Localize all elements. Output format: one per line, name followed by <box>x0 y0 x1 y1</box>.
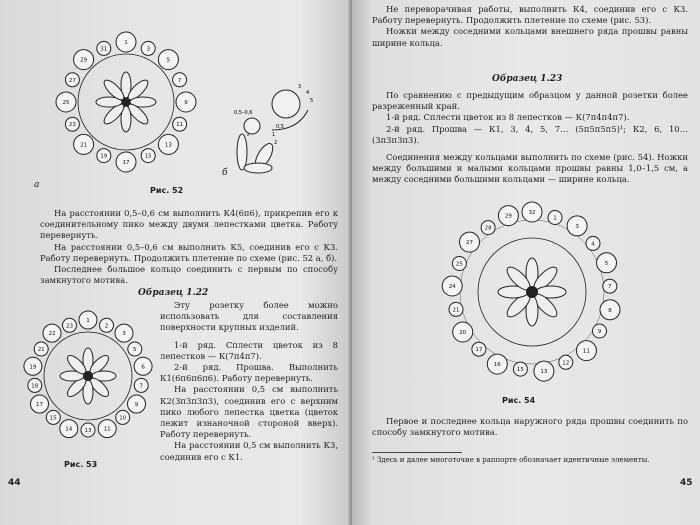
fig53-ring-number: 14 <box>65 426 73 433</box>
fig54-ring-number: 15 <box>516 367 524 374</box>
left-intro: Эту розетку более можно использовать для составления поверхности крупных изделий. <box>160 300 338 333</box>
fig53-ring-number: 10 <box>119 415 127 422</box>
fig54-ring-number: 4 <box>591 241 595 248</box>
right-top-1: Не переворачивая работы, выполнить К4, соединив его с К3. Работу перевернуть. Продолжить плетение по схеме (рис. 53). <box>372 4 688 26</box>
right-intro: По сравнению с предыдущим образцом у данной розетки более разреженный край. <box>372 90 688 112</box>
fig53-ring-number: 23 <box>66 323 73 330</box>
fig52-ring-number: 19 <box>100 153 108 160</box>
fig54-ring-number: 1 <box>553 215 557 222</box>
fig54-ring-number: 28 <box>484 225 492 232</box>
fig52b-num-4: 3 <box>298 84 302 90</box>
fig53-ring-number: 1 <box>86 318 90 324</box>
left-para-1: На расстоянии 0,5–0,6 см выполнить К4(6п6), прикрепив его к соединительному пико между двумя лепестками цветка. Работу перевернуть. <box>40 208 338 241</box>
figure-52a-rosette <box>50 28 210 178</box>
fig54-ring-number: 29 <box>504 213 512 220</box>
fig53-ring-number: 18 <box>31 383 39 390</box>
fig52-ring-number: 13 <box>164 142 172 149</box>
fig52-ring-number: 1 <box>124 40 128 46</box>
fig53-ring-number: 7 <box>139 383 143 390</box>
fig54-ring-number: 12 <box>562 360 570 367</box>
fig52-ring-number: 23 <box>68 122 76 129</box>
left-para-2: На расстоянии 0,5–0,6 см выполнить К5, соединив его с К3. Работу перевернуть. Продолжить плетение по схеме (рис. 52 а, б). <box>40 241 338 263</box>
footnote: ¹ Здесь и далее многоточие в раппорте обозначает идентичные элементы. <box>372 456 650 464</box>
fig52-ring-number: 3 <box>146 46 150 53</box>
left-row-2c: На расстоянии 0,5 см выполнить К3, соединив его с К1. <box>160 440 338 462</box>
fig53-ring-number: 11 <box>103 426 111 433</box>
right-top-2: Ножки между соседними кольцами внешнего ряда прошвы равны ширине кольца. <box>372 26 688 48</box>
fig54-ring-number: 3 <box>575 223 579 230</box>
fig53-ring-number: 2 <box>104 323 109 330</box>
fig52b-num-2: 1 <box>272 132 276 138</box>
fig52b-num-1: 0,5 <box>276 124 284 130</box>
fig54-ring-number: 9 <box>597 329 602 335</box>
fig52-ring-number: 7 <box>177 77 182 84</box>
fig52b-num-5: 4 <box>306 90 310 96</box>
figure-52-caption: Рис. 52 <box>150 186 184 195</box>
fig52b-num-0: 0,5–0,6 <box>234 110 253 116</box>
right-page-number: 45 <box>680 478 693 488</box>
fig53-ring-number: 13 <box>84 428 92 434</box>
fig54-ring-number: 13 <box>540 369 548 376</box>
fig54-ring-number: 25 <box>455 261 463 268</box>
fig52-ring-number: 21 <box>80 142 88 149</box>
right-para-last: Первое и последнее кольца наружного ряда прошвы соединить по способу замкнутого мотива. <box>372 416 688 438</box>
fig53-ring-number: 6 <box>141 364 145 371</box>
fig52b-num-6: 5 <box>310 98 314 104</box>
right-row-2: 2-й ряд. Прошва — К1, 3, 4, 5, 7… (5п5п5п5)¹; К2, 6, 10… (3п3п3п3). <box>372 123 688 145</box>
fig54-ring-number: 7 <box>608 284 612 291</box>
right-para-conn: Соединения между кольцами выполнить по схеме (рис. 54). Ножки между большими и малыми кольцами прошвы равны 1,0–1,5 см, а между соседними большими кольцами — ширине кольца. <box>372 152 688 185</box>
figure-53-caption: Рис. 53 <box>64 460 98 469</box>
right-row-1: 1-й ряд. Сплести цветок из 8 лепестков — К(7п4п4п7). <box>386 112 630 123</box>
fig54-ring-number: 24 <box>448 284 456 290</box>
fig52-ring-number: 29 <box>80 57 88 64</box>
right-text-block-1 <box>372 4 688 49</box>
footnote-rule <box>372 452 462 453</box>
figure-52b-diagram <box>228 80 318 180</box>
fig54-ring-number: 20 <box>459 330 467 336</box>
left-row-1: 1-й ряд. Сплести цветок из 8 лепестков — К(7п4п7). <box>160 339 338 361</box>
fig53-ring-number: 3 <box>122 331 126 338</box>
fig53-ring-number: 17 <box>36 402 43 408</box>
right-page <box>352 0 700 525</box>
left-row-2a: 2-й ряд. Прошва. Выполнить К1(6п6п6п6). Работу перевернуть. <box>160 362 338 384</box>
figure-54-caption: Рис. 54 <box>502 396 536 405</box>
fig52-ring-number: 31 <box>100 46 108 53</box>
left-sample-heading: Образец 1.22 <box>138 288 209 298</box>
fig53-ring-number: 5 <box>133 347 137 353</box>
left-row-2b: На расстоянии 0,5 см выполнить К2(3п3п3п3), соединив его с верхним пико любого лепестка цветка (цветок лежит изнаночной стороной вверх). Работу перевернуть. <box>160 384 338 440</box>
left-text-block-2 <box>160 300 338 463</box>
fig52-ring-number: 27 <box>68 77 76 84</box>
fig52-ring-number: 15 <box>144 153 152 160</box>
fig54-ring-number: 16 <box>493 362 501 369</box>
figure-52-label-b: б <box>222 168 228 178</box>
left-para-3: Последнее большое кольцо соединить с первым по способу замкнутого мотива. <box>40 264 338 286</box>
left-page-number: 44 <box>8 478 21 488</box>
fig52-ring-number: 25 <box>62 100 70 106</box>
fig54-ring-number: 32 <box>528 210 536 216</box>
fig54-ring-number: 27 <box>466 240 473 247</box>
fig54-ring-number: 8 <box>608 307 612 314</box>
fig54-ring-number: 21 <box>452 307 460 314</box>
right-text-block-3 <box>372 416 688 438</box>
fig53-ring-number: 15 <box>49 415 57 422</box>
fig53-ring-number: 22 <box>48 331 56 338</box>
fig54-ring-number: 5 <box>604 260 609 267</box>
fig52-ring-number: 11 <box>176 122 184 129</box>
right-sample-heading: Образец 1.23 <box>492 74 563 84</box>
figure-53-rosette <box>22 302 156 452</box>
fig52-ring-number: 5 <box>166 57 171 64</box>
left-text-block-1 <box>40 208 338 286</box>
fig53-ring-number: 21 <box>37 347 45 353</box>
figure-54-rosette <box>438 196 626 392</box>
fig53-ring-number: 19 <box>29 364 37 371</box>
fig52b-num-3: 2 <box>274 140 278 146</box>
fig52-ring-number: 17 <box>122 160 130 166</box>
fig54-ring-number: 17 <box>475 347 483 354</box>
figure-52-label-a: а <box>34 180 40 190</box>
fig52-ring-number: 9 <box>184 100 188 106</box>
fig54-ring-number: 11 <box>582 348 590 355</box>
fig53-ring-number: 9 <box>134 402 139 408</box>
right-text-block-2 <box>372 90 688 186</box>
